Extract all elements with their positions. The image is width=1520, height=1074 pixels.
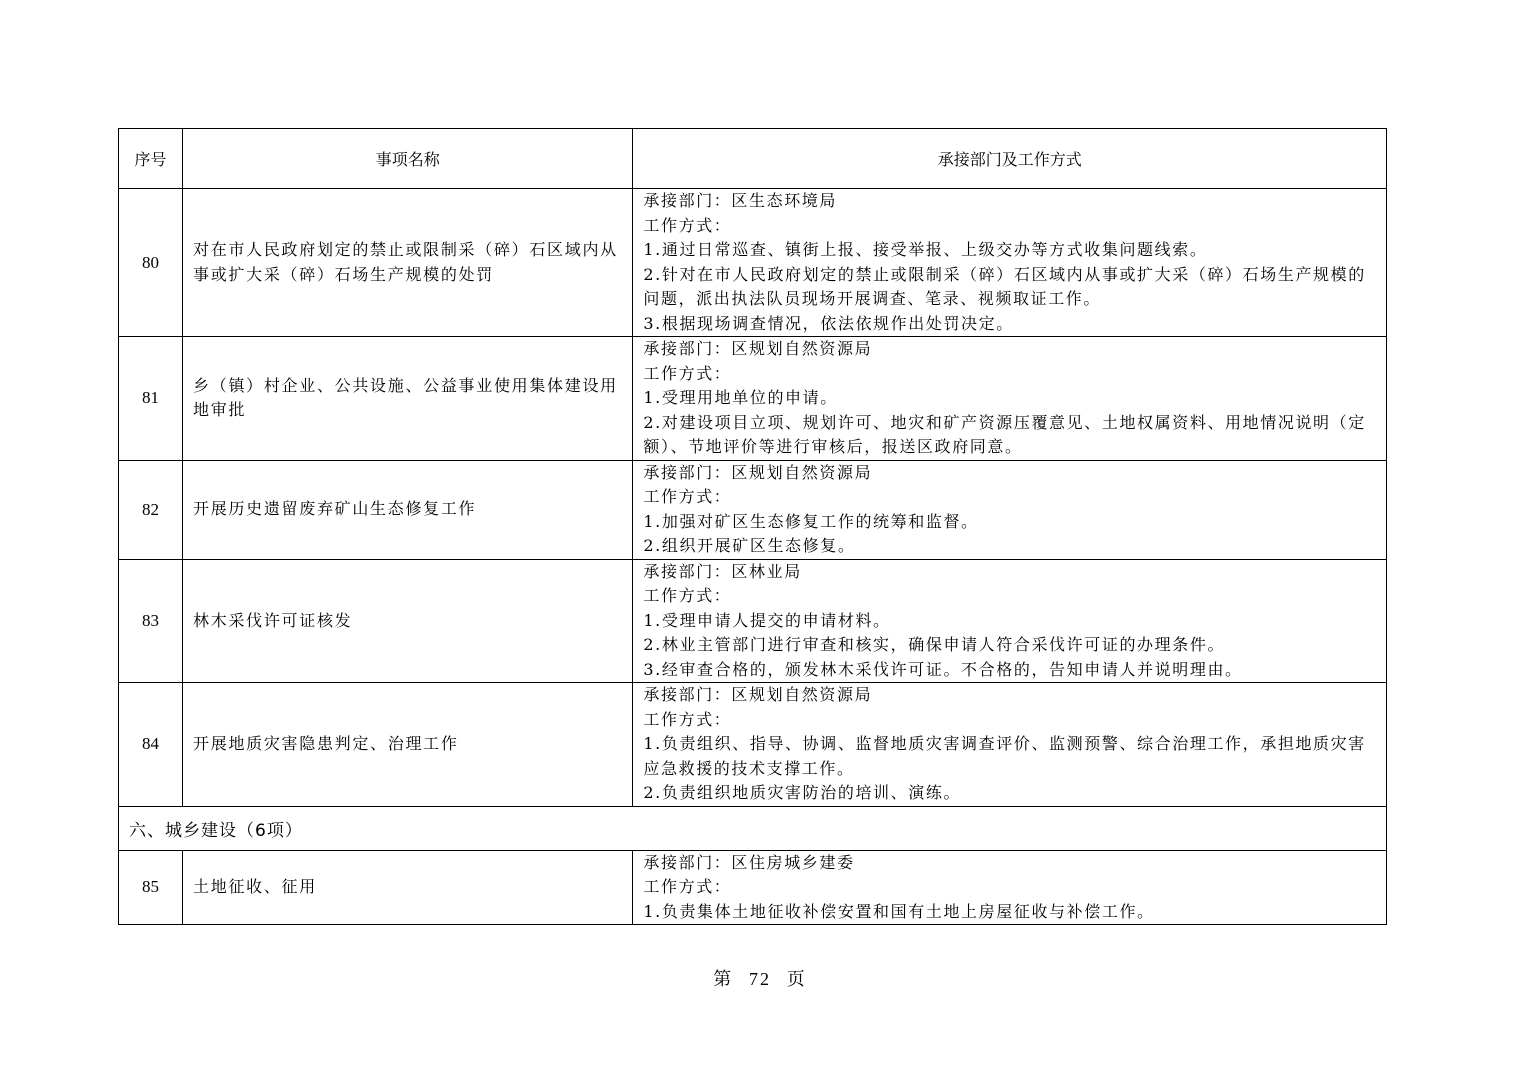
table-header-row (119, 129, 1387, 189)
row-department-method (633, 460, 1387, 559)
content-table (118, 128, 1387, 925)
row-seq: 81 (119, 337, 183, 461)
row-item-name: 对在市人民政府划定的禁止或限制采（碎）石区域内从事或扩大采（碎）石场生产规模的处罚 (183, 189, 633, 337)
dept-line: 3.经审查合格的，颁发林木采伐许可证。不合格的，告知申请人并说明理由。 (643, 659, 1243, 679)
row-department-method (633, 683, 1387, 807)
dept-line: 承接部门：区林业局 (643, 561, 802, 581)
dept-line: 3.根据现场调查情况，依法依规作出处罚决定。 (643, 313, 1014, 333)
row-seq: 84 (119, 683, 183, 807)
table-row (119, 460, 1387, 559)
dept-line: 2.对建设项目立项、规划许可、地灾和矿产资源压覆意见、土地权属资料、用地情况说明（定额）、节地评价等进行审核后，报送区政府同意。 (643, 412, 1366, 456)
row-item-name: 土地征收、征用 (183, 850, 633, 925)
dept-line: 工作方式： (643, 877, 732, 896)
table-row (119, 337, 1387, 461)
dept-line: 1.负责组织、指导、协调、监督地质灾害调查评价、监测预警、综合治理工作，承担地质灾害应急救援的技术支撑工作。 (643, 734, 1366, 778)
row-department-method (633, 850, 1387, 925)
row-item-name: 开展历史遗留废弃矿山生态修复工作 (183, 460, 633, 559)
dept-line: 工作方式： (643, 709, 732, 729)
dept-line: 工作方式： (643, 586, 732, 605)
row-item-name: 开展地质灾害隐患判定、治理工作 (183, 683, 633, 807)
dept-line: 承接部门：区规划自然资源局 (643, 685, 873, 704)
section-row (119, 806, 1387, 850)
dept-line: 2.针对在市人民政府划定的禁止或限制采（碎）石区域内从事或扩大采（碎）石场生产规模的问题，派出执法队员现场开展调查、笔录、视频取证工作。 (643, 264, 1366, 308)
dept-line: 1.受理申请人提交的申请材料。 (643, 610, 891, 630)
header-department-method: 承接部门及工作方式 (633, 129, 1387, 189)
table-row (119, 189, 1387, 337)
row-seq: 80 (119, 189, 183, 337)
header-seq: 序号 (119, 129, 183, 189)
dept-line: 工作方式： (643, 487, 732, 506)
dept-line: 2.组织开展矿区生态修复。 (643, 536, 856, 555)
row-item-name: 乡（镇）村企业、公共设施、公益事业使用集体建设用地审批 (183, 337, 633, 461)
table-row (119, 559, 1387, 683)
row-seq: 85 (119, 850, 183, 925)
dept-line: 工作方式： (643, 215, 732, 235)
page-footer (0, 965, 1520, 991)
page-number: 72 (749, 969, 771, 989)
row-seq: 83 (119, 559, 183, 683)
dept-line: 1.受理用地单位的申请。 (643, 388, 838, 407)
header-item-name: 事项名称 (183, 129, 633, 189)
page-label-suffix: 页 (786, 969, 807, 990)
dept-line: 1.通过日常巡查、镇街上报、接受举报、上级交办等方式收集问题线索。 (643, 240, 1208, 259)
dept-line: 工作方式： (643, 363, 732, 383)
row-department-method (633, 559, 1387, 683)
dept-line: 承接部门：区生态环境局 (643, 191, 837, 210)
row-department-method (633, 337, 1387, 461)
table-row (119, 683, 1387, 807)
dept-line: 1.负责集体土地征收补偿安置和国有土地上房屋征收与补偿工作。 (643, 901, 1155, 921)
row-department-method (633, 189, 1387, 337)
dept-line: 承接部门：区规划自然资源局 (643, 339, 873, 358)
row-item-name: 林木采伐许可证核发 (183, 559, 633, 683)
page-label-prefix: 第 (713, 969, 734, 990)
dept-line: 1.加强对矿区生态修复工作的统筹和监督。 (643, 511, 979, 531)
dept-line: 2.林业主管部门进行审查和核实，确保申请人符合采伐许可证的办理条件。 (643, 635, 1226, 654)
dept-line: 承接部门：区住房城乡建委 (643, 852, 855, 872)
table-row (119, 850, 1387, 925)
row-seq: 82 (119, 460, 183, 559)
dept-line: 2.负责组织地质灾害防治的培训、演练。 (643, 783, 962, 802)
section-title: 六、城乡建设（6项） (119, 806, 1387, 850)
dept-line: 承接部门：区规划自然资源局 (643, 462, 873, 482)
